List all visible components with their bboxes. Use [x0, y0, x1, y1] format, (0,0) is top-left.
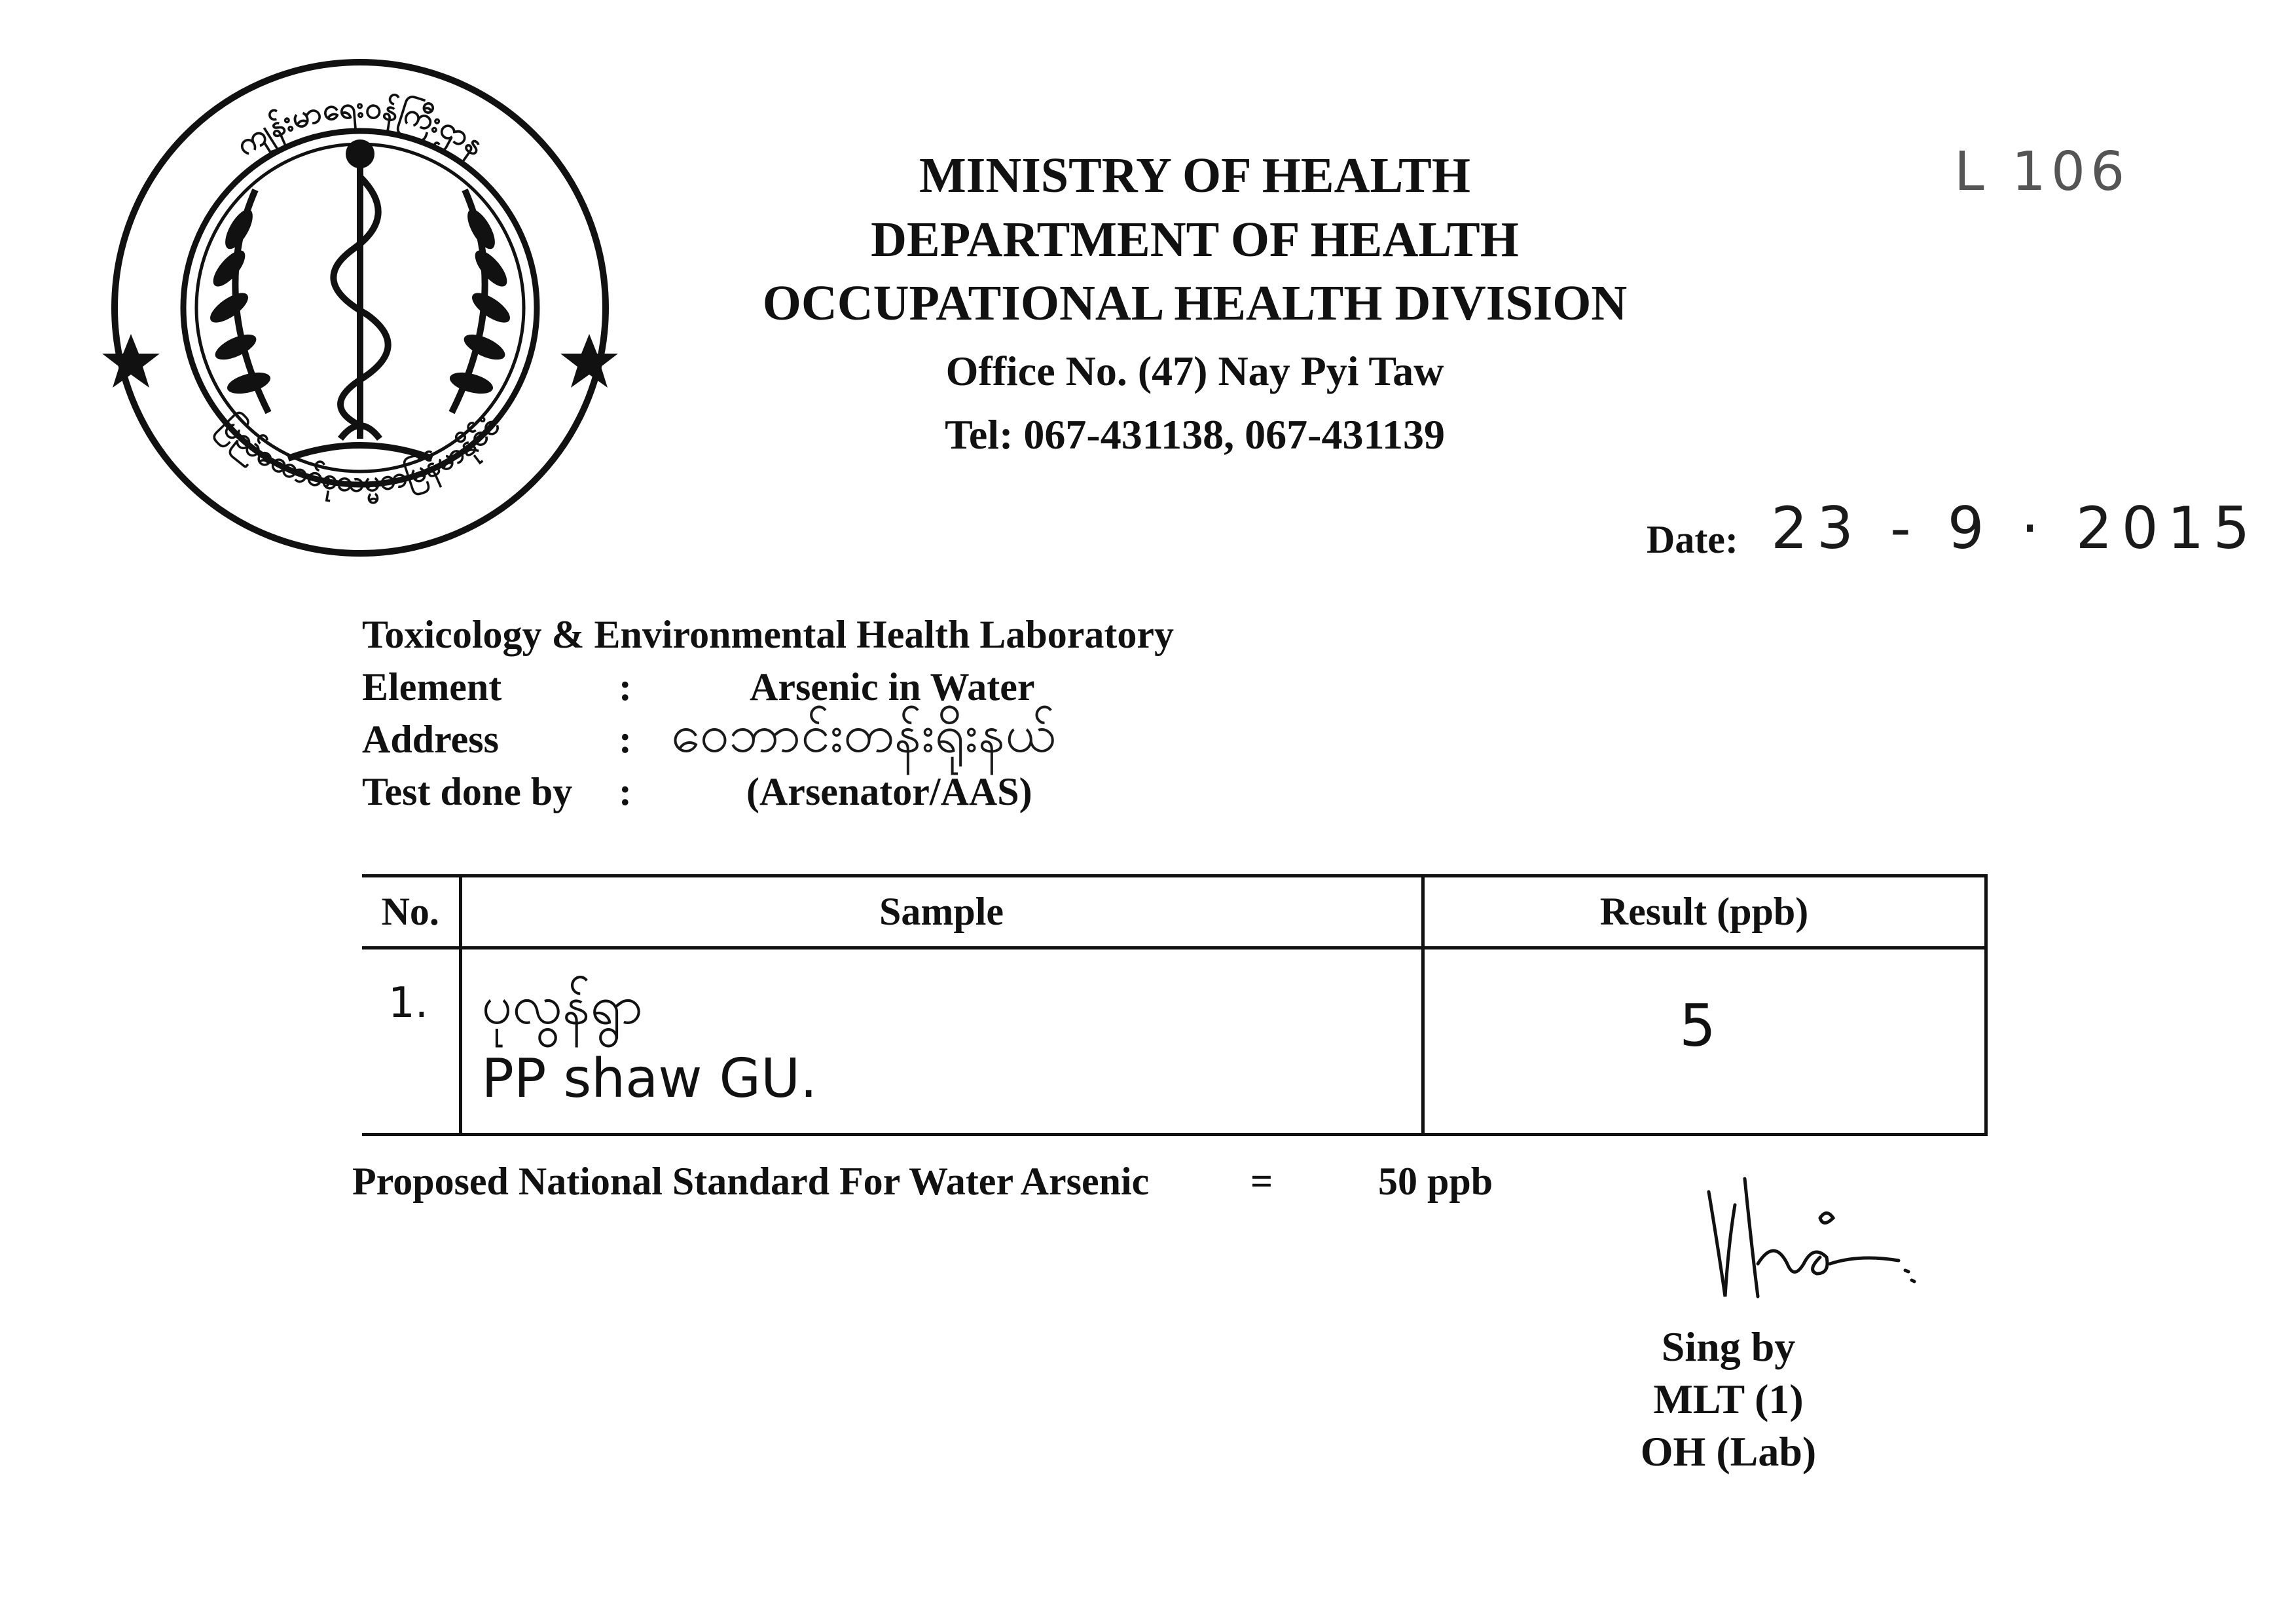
element-label: Element [362, 665, 502, 709]
result-value: 5 [1679, 992, 1716, 1060]
date-label: Date: [1647, 518, 1738, 561]
svg-text:ပြည်ထောင်စုသမ္မတမြန်မာနိုင်ငံ: ပြည်ထောင်စုသမ္မတမြန်မာနိုင်ငံ [213, 408, 507, 499]
address-value: ဝေဘာင်းတန်းရိုးနယ် [671, 703, 1056, 764]
test-done-by-value: (Arsenator/AAS) [746, 770, 1032, 813]
header-sample: Sample [460, 876, 1423, 948]
test-done-by-label: Test done by [362, 770, 573, 813]
result-table [362, 874, 1988, 1136]
ministry-seal-icon [92, 46, 629, 570]
standard-equals: = [1250, 1160, 1273, 1203]
header-result: Result (ppb) [1423, 876, 1986, 948]
date-value: 23 - 9 · 2015 [1771, 494, 2259, 562]
department-title: DEPARTMENT OF HEALTH [871, 212, 1519, 267]
cell-no [362, 948, 460, 1135]
svg-text:ကျန်းမာရေးဝန်ကြီးဌာန: ကျန်းမာရေးဝန်ကြီးဌာန [229, 88, 492, 163]
element-value: Arsenic in Water [750, 665, 1035, 709]
address-label: Address [362, 718, 499, 761]
signer-role: MLT (1) [1653, 1376, 1804, 1422]
table-row [362, 948, 1986, 1135]
office-address: Office No. (47) Nay Pyi Taw [945, 348, 1444, 394]
address-colon: : [619, 718, 632, 761]
laboratory-name: Toxicology & Environmental Health Laboratory [362, 613, 1175, 656]
division-title: OCCUPATIONAL HEALTH DIVISION [762, 276, 1628, 331]
header-no: No. [362, 876, 460, 948]
telephone-numbers: Tel: 067-431138, 067-431139 [945, 411, 1445, 458]
test-done-by-colon: : [619, 770, 632, 813]
ministry-title: MINISTRY OF HEALTH [919, 148, 1470, 203]
row-number: 1. [388, 979, 429, 1027]
element-colon: : [619, 665, 632, 709]
sample-name-myanmar: ပုလွန်ရွာ [481, 974, 644, 1037]
standard-label: Proposed National Standard For Water Arsenic [352, 1160, 1150, 1203]
document-reference: L 106 [1954, 141, 2130, 203]
cell-result [1423, 948, 1986, 1135]
signer-unit: OH (Lab) [1640, 1428, 1817, 1475]
standard-value: 50 ppb [1378, 1160, 1493, 1203]
sample-name-english: PP shaw GU. [481, 1048, 818, 1110]
handwritten-signature-icon [1689, 1166, 1925, 1323]
signed-by-label: Sing by [1661, 1323, 1796, 1370]
table-header-row [362, 876, 1986, 948]
cell-sample [460, 948, 1423, 1135]
